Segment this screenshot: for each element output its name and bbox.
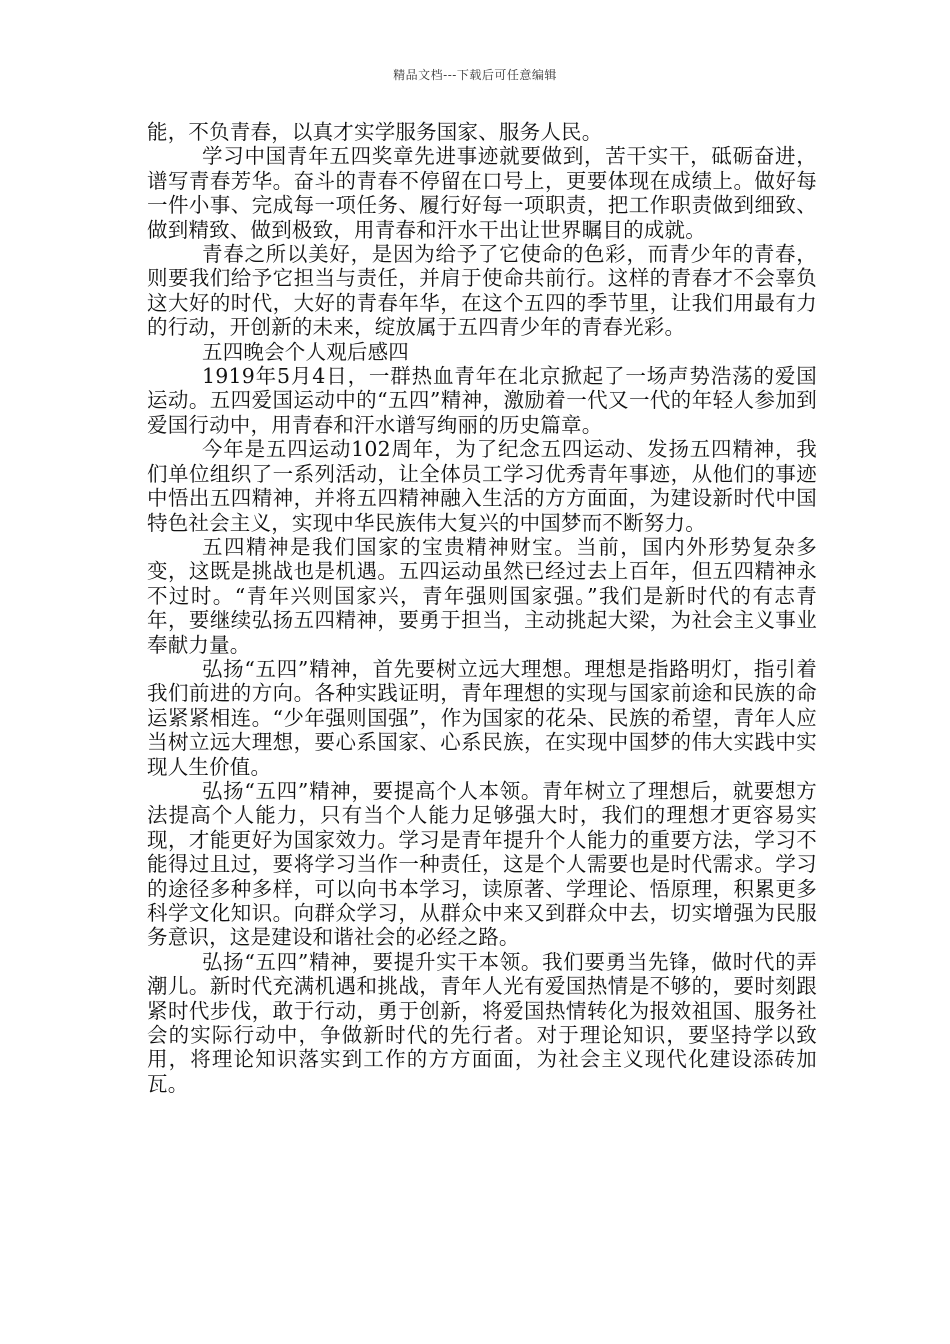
paragraph: 弘扬“五四”精神，要提升实干本领。我们要勇当先锋，做时代的弄潮儿。新时代充满机遇和挑战，青年人光有爱国热情是不够的，要时刻跟紧时代步伐，敢于行动，勇于创新，将爱国热情转化为报效祖国、服务社会的实际行动中，争做新时代的先行者。对于理论知识，要坚持学以致用，将理论知识落实到工作的方方面面，为社会主义现代化建设添砖加瓦。 bbox=[147, 949, 817, 1096]
paragraph: 1919年5月4日，一群热血青年在北京掀起了一场声势浩荡的爱国运动。五四爱国运动中的“五四”精神，激励着一代又一代的年轻人参加到爱国行动中，用青春和汗水谱写绚丽的历史篇章。 bbox=[147, 364, 817, 437]
section-heading: 五四晚会个人观后感四 bbox=[202, 339, 409, 364]
document-body bbox=[147, 120, 817, 1096]
page-header: 精品文档---下载后可任意编辑 bbox=[393, 68, 557, 82]
paragraph: 今年是五四运动102周年，为了纪念五四运动、发扬五四精神，我们单位组织了一系列活动，让全体员工学习优秀青年事迹，从他们的事迹中悟出五四精神，并将五四精神融入生活的方方面面，为建设新时代中国特色社会主义，实现中华民族伟大复兴的中国梦而不断努力。 bbox=[147, 437, 817, 535]
paragraph: 五四精神是我们国家的宝贵精神财宝。当前，国内外形势复杂多变，这既是挑战也是机遇。五四运动虽然已经过去上百年，但五四精神永不过时。“青年兴则国家兴，青年强则国家强。”我们是新时代的有志青年，要继续弘扬五四精神，要勇于担当，主动挑起大梁，为社会主义事业奉献力量。 bbox=[147, 534, 817, 657]
paragraph: 弘扬“五四”精神，要提高个人本领。青年树立了理想后，就要想方法提高个人能力，只有当个人能力足够强大时，我们的理想才更容易实现，才能更好为国家效力。学习是青年提升个人能力的重要方法，学习不能得过且过，要将学习当作一种责任，这是个人需要也是时代需求。学习的途径多种多样，可以向书本学习，读原著、学理论、悟原理，积累更多科学文化知识。向群众学习，从群众中来又到群众中去，切实增强为民服务意识，这是建设和谐社会的必经之路。 bbox=[147, 778, 817, 950]
paragraph: 青春之所以美好，是因为给予了它使命的色彩，而青少年的青春，则要我们给予它担当与责任，并肩于使命共前行。这样的青春才不会辜负这大好的时代，大好的青春年华，在这个五四的季节里，让我们用最有力的行动，开创新的未来，绽放属于五四青少年的青春光彩。 bbox=[147, 242, 817, 340]
paragraph: 学习中国青年五四奖章先进事迹就要做到，苦干实干，砥砺奋进，谱写青春芳华。奋斗的青春不停留在口号上，更要体现在成绩上。做好每一件小事、完成每一项任务、履行好每一项职责，把工作职责做到细致、做到精致、做到极致，用青春和汗水干出让世界瞩目的成就。 bbox=[147, 144, 817, 242]
paragraph: 弘扬“五四”精神，首先要树立远大理想。理想是指路明灯，指引着我们前进的方向。各种实践证明，青年理想的实现与国家前途和民族的命运紧紧相连。“少年强则国强”，作为国家的花朵、民族的希望，青年人应当树立远大理想，要心系国家、心系民族，在实现中国梦的伟大实践中实现人生价值。 bbox=[147, 656, 817, 779]
paragraph-continuation: 能，不负青春，以真才实学服务国家、服务人民。 bbox=[147, 120, 603, 144]
